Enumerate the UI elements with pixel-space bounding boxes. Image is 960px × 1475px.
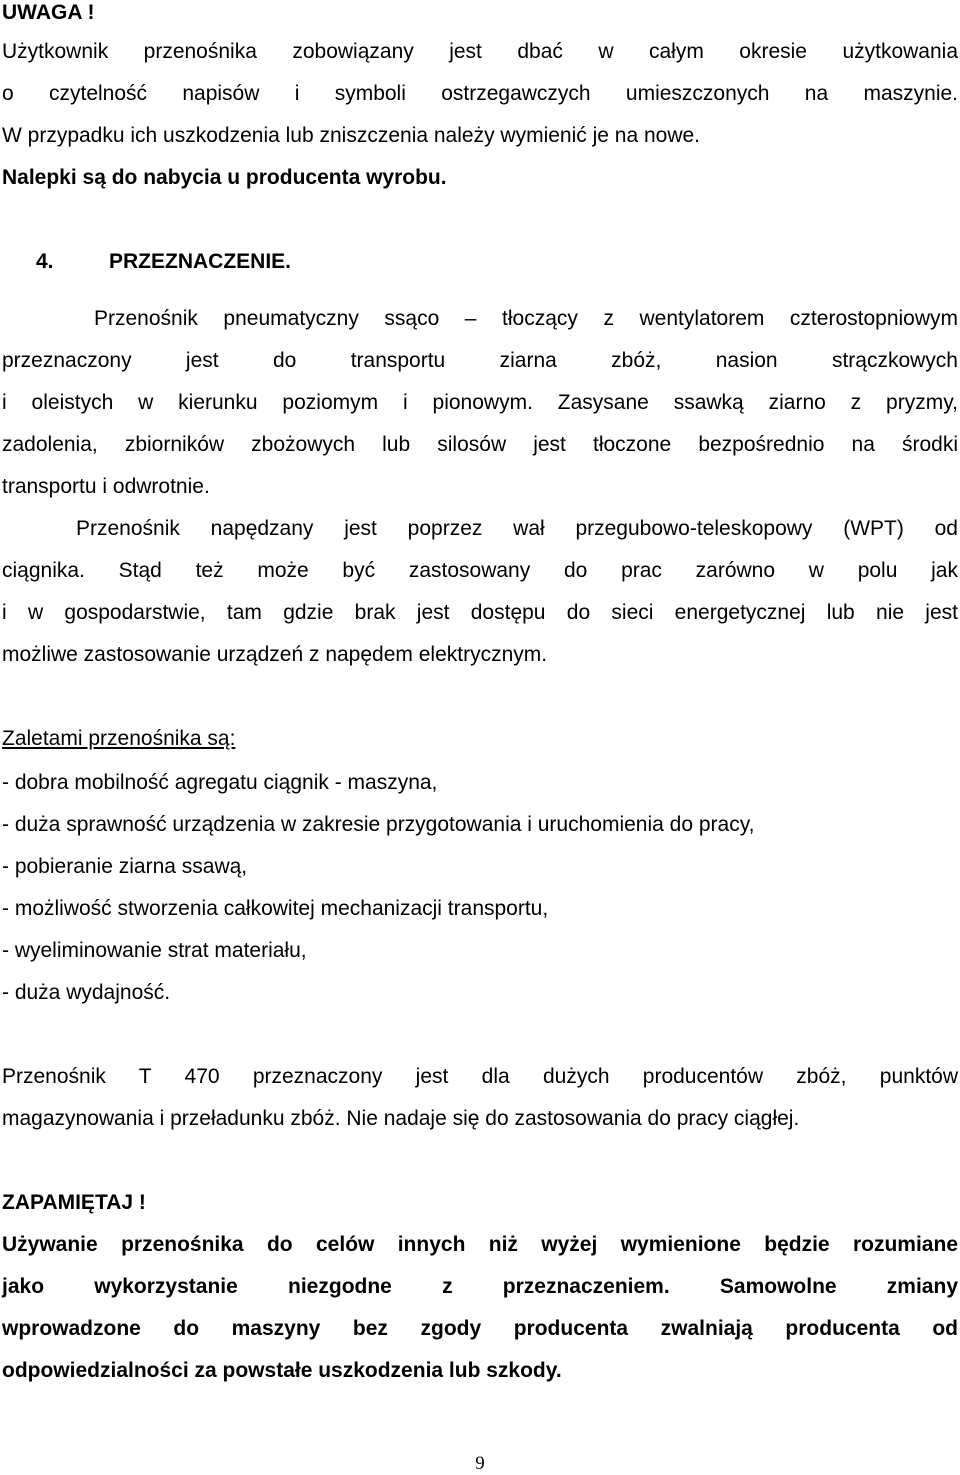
t470-line: Przenośnik T 470 przeznaczony jest dla dużych producentów zbóż, punktów xyxy=(2,1065,958,1088)
advantages-item: - możliwość stworzenia całkowitej mechanizacji transportu, xyxy=(2,897,549,920)
warning-bold-line: Nalepki są do nabycia u producenta wyrobu. xyxy=(2,166,447,189)
description-line: transportu i odwrotnie. xyxy=(2,475,210,498)
advantages-item: - duża wydajność. xyxy=(2,981,171,1004)
remember-line: wprowadzone do maszyny bez zgody producenta zwalniają producenta od xyxy=(2,1317,958,1340)
section-number: 4. xyxy=(36,250,54,273)
warning-line: W przypadku ich uszkodzenia lub zniszczenia należy wymienić je na nowe. xyxy=(2,124,701,147)
page-number: 9 xyxy=(475,1453,485,1474)
advantages-item: - duża sprawność urządzenia w zakresie przygotowania i uruchomienia do pracy, xyxy=(2,813,755,836)
warning-line: o czytelność napisów i symboli ostrzegawczych umieszczonych na maszynie. xyxy=(2,82,958,105)
description-line: Przenośnik napędzany jest poprzez wał przegubowo-teleskopowy (WPT) od xyxy=(76,517,958,540)
description-line: i oleistych w kierunku poziomym i pionowym. Zasysane ssawką ziarno z pryzmy, xyxy=(2,391,958,414)
remember-heading: ZAPAMIĘTAJ ! xyxy=(2,1191,146,1214)
advantages-heading: Zaletami przenośnika są: xyxy=(2,727,236,750)
section-title: PRZEZNACZENIE. xyxy=(109,250,292,273)
remember-line: Używanie przenośnika do celów innych niż wyżej wymienione będzie rozumiane xyxy=(2,1233,958,1256)
description-line: możliwe zastosowanie urządzeń z napędem elektrycznym. xyxy=(2,643,548,666)
remember-line: jako wykorzystanie niezgodne z przeznaczeniem. Samowolne zmiany xyxy=(2,1275,958,1298)
advantages-item: - dobra mobilność agregatu ciągnik - maszyna, xyxy=(2,771,438,794)
remember-line: odpowiedzialności za powstałe uszkodzenia lub szkody. xyxy=(2,1359,562,1382)
description-line: zadolenia, zbiorników zbożowych lub silosów jest tłoczone bezpośrednio na środki xyxy=(2,433,958,456)
warning-line: Użytkownik przenośnika zobowiązany jest dbać w całym okresie użytkowania xyxy=(2,40,958,63)
document-page xyxy=(2,0,958,1475)
description-line: ciągnika. Stąd też może być zastosowany do prac zarówno w polu jak xyxy=(2,559,958,582)
description-line: Przenośnik pneumatyczny ssąco – tłoczący z wentylatorem czterostopniowym xyxy=(94,307,958,330)
description-line: przeznaczony jest do transportu ziarna zbóż, nasion strączkowych xyxy=(2,349,958,372)
t470-line: magazynowania i przeładunku zbóż. Nie nadaje się do zastosowania do pracy ciągłej. xyxy=(2,1107,800,1130)
advantages-item: - pobieranie ziarna ssawą, xyxy=(2,855,248,878)
advantages-item: - wyeliminowanie strat materiału, xyxy=(2,939,307,962)
description-line: i w gospodarstwie, tam gdzie brak jest dostępu do sieci energetycznej lub nie jest xyxy=(2,601,958,624)
warning-heading: UWAGA ! xyxy=(2,1,95,24)
